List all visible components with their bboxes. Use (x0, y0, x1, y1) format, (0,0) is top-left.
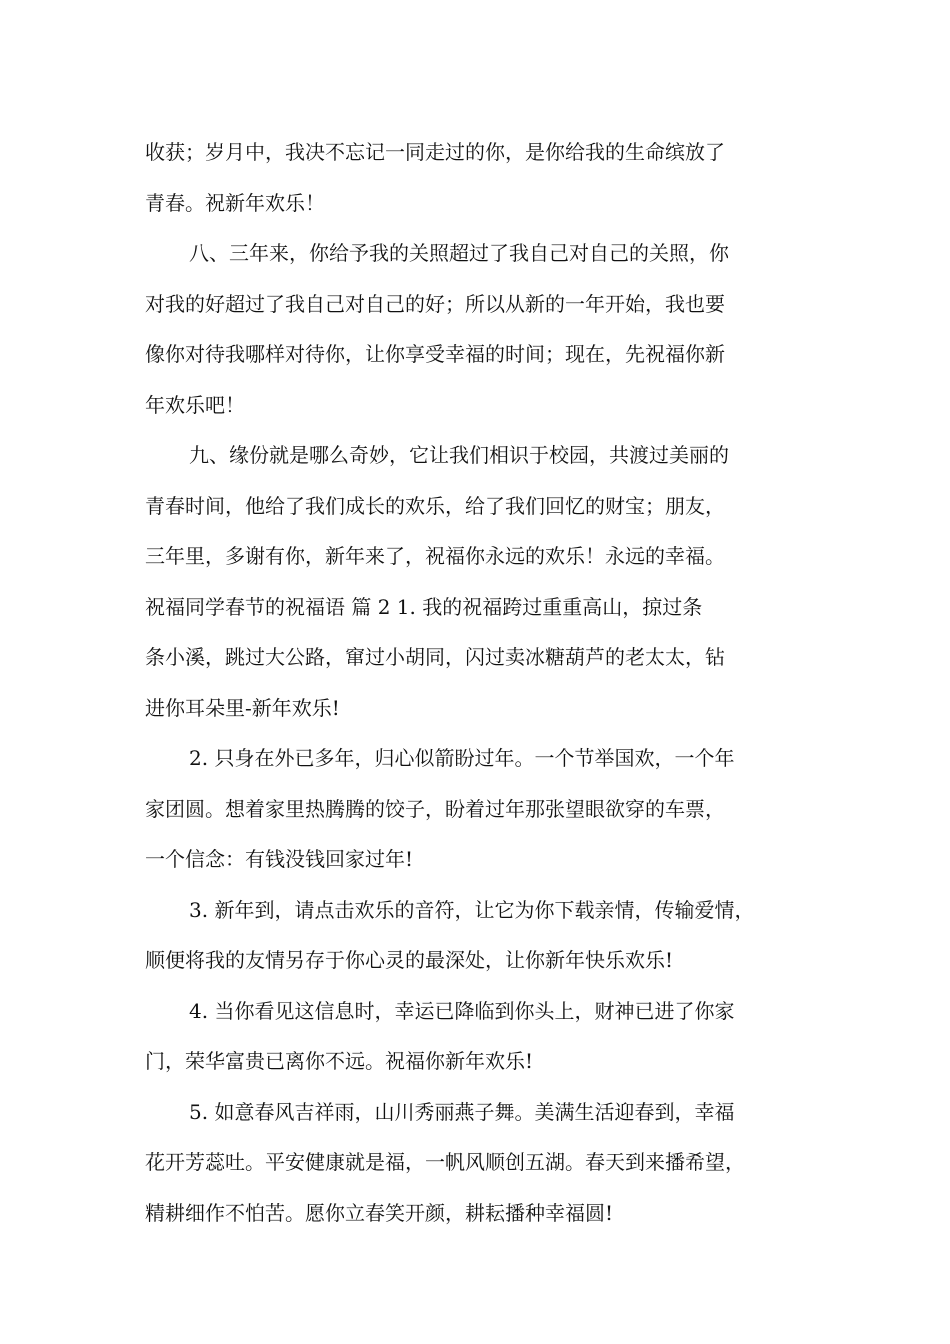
text-line: 青春。祝新年欢乐！ (145, 190, 325, 215)
text-line: 精耕细作不怕苦。愿你立春笑开颜，耕耘播种幸福圆! (145, 1200, 614, 1225)
text-line: 青春时间，他给了我们成长的欢乐，给了我们回忆的财宝；朋友， (145, 493, 725, 518)
text-line: 条小溪，跳过大公路，窜过小胡同，闪过卖冰糖葫芦的老太太，钻 (145, 645, 725, 669)
text-line: 收获；岁月中，我决不忘记一同走过的你，是你给我的生命缤放了 (145, 140, 725, 164)
text-line: 花开芳蕊吐。平安健康就是福，一帆风顺创五湖。春天到来播希望， (145, 1150, 745, 1174)
text-line: 祝福同学春节的祝福语 篇 2 1. 我的祝福跨过重重高山，掠过条 (145, 594, 703, 619)
text-line: 家团圆。想着家里热腾腾的饺子，盼着过年那张望眼欲穿的车票， (145, 796, 725, 821)
text-line: 4. 当你看见这信息时，幸运已降临到你头上，财神已进了你家 (189, 998, 735, 1023)
text-line: 一个信念：有钱没钱回家过年! (145, 847, 414, 871)
text-line: 3. 新年到，请点击欢乐的音符，让它为你下载亲情，传输爱情， (189, 897, 755, 922)
text-line: 2. 只身在外已多年，归心似箭盼过年。一个节举国欢，一个年 (189, 746, 735, 770)
text-line: 顺便将我的友情另存于你心灵的最深处，让你新年快乐欢乐! (145, 948, 674, 972)
text-line: 门，荣华富贵已离你不远。祝福你新年欢乐! (145, 1049, 534, 1073)
text-line: 九、缘份就是哪么奇妙，它让我们相识于校园，共渡过美丽的 (189, 443, 729, 467)
text-line: 对我的好超过了我自己对自己的好；所以从新的一年开始，我也要 (145, 291, 725, 316)
text-line: 八、三年来，你给予我的关照超过了我自己对自己的关照，你 (189, 241, 729, 265)
text-line: 像你对待我哪样对待你，让你享受幸福的时间；现在，先祝福你新 (145, 342, 725, 366)
text-line: 三年里，多谢有你，新年来了，祝福你永远的欢乐！永远的幸福。 (145, 544, 725, 568)
text-line: 年欢乐吧！ (145, 392, 245, 417)
text-line: 进你耳朵里-新年欢乐! (145, 695, 340, 720)
text-line: 5. 如意春风吉祥雨，山川秀丽燕子舞。美满生活迎春到，幸福 (189, 1099, 735, 1124)
document-body (145, 127, 825, 1238)
